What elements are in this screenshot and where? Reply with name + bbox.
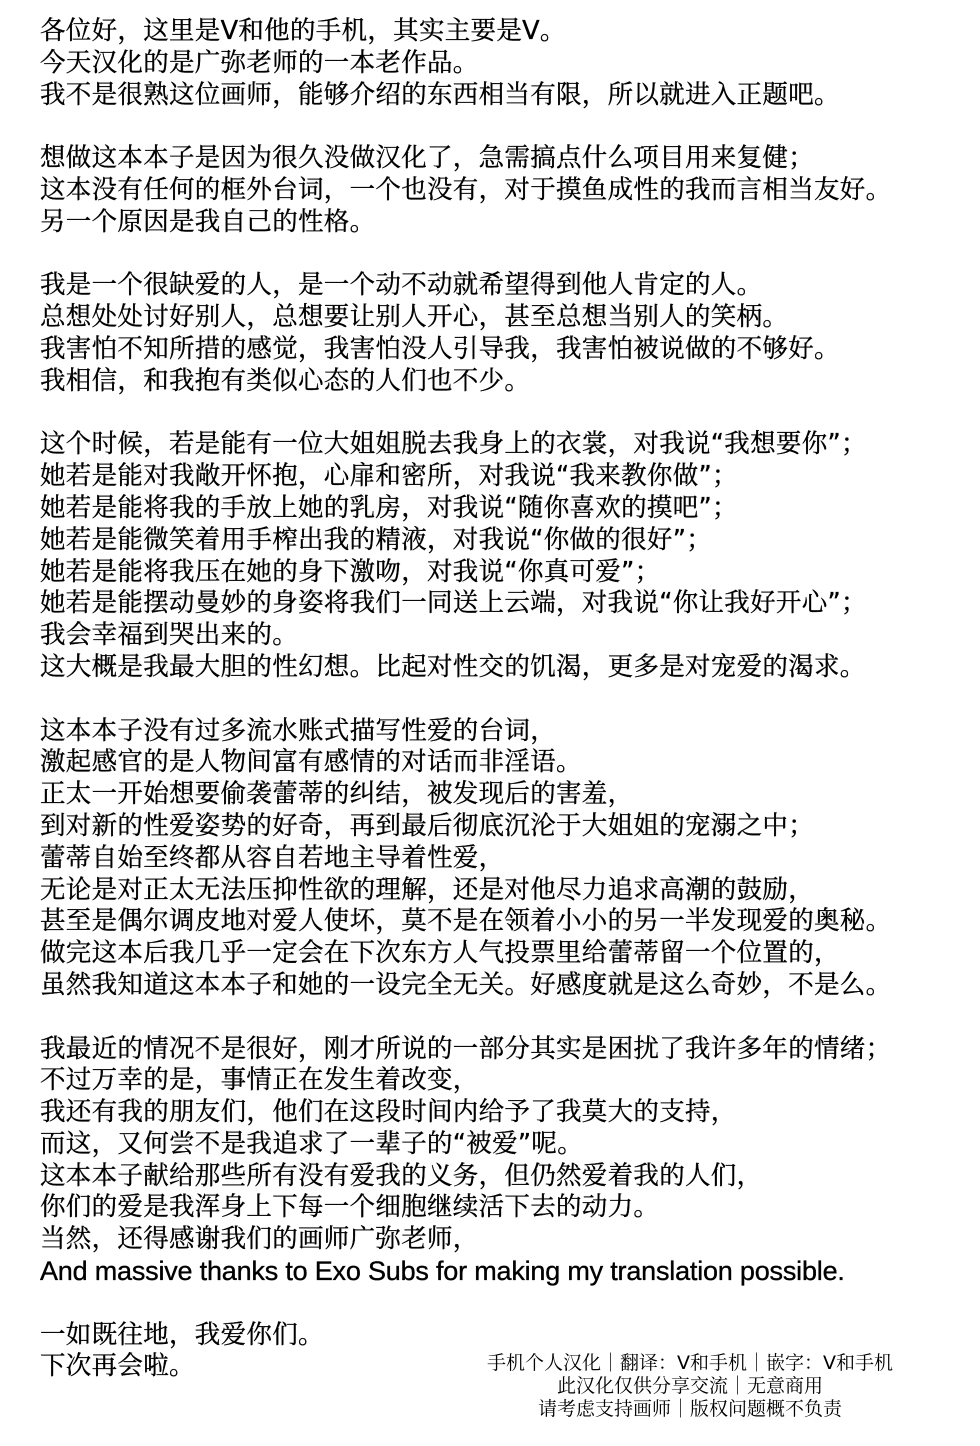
text-line: 一如既往地，我爱你们。 [40,1319,324,1350]
text-line: 我会幸福到哭出来的。 [40,620,299,651]
text-line: 她若是能摆动曼妙的身姿将我们一同送上云端，对我说“你让我好开心”； [40,588,867,619]
text-line: 我还有我的朋友们，他们在这段时间内给予了我莫大的支持， [40,1097,737,1128]
text-line: 你们的爱是我浑身上下每一个细胞继续活下去的动力。 [40,1192,660,1223]
afterword-text [40,16,975,1383]
credits-noncommercial-line: 此汉化仅供分享交流｜无意商用 [556,1375,823,1397]
translation-credits [445,1352,935,1421]
english-thanks-line: And massive thanks to Exo Subs for making my translation possible. [40,1256,845,1287]
paragraph-fantasy [40,429,975,683]
text-line: 而这，又何尝不是我追求了一辈子的“被爱”呢。 [40,1128,584,1159]
text-line: 激起感官的是人物间富有感情的对话而非淫语。 [40,747,582,778]
text-line: 今天汉化的是广弥老师的一本老作品。 [40,47,479,78]
text-line: 到对新的性爱姿势的好奇，再到最后彻底沉沦于大姐姐的宠溺之中； [40,810,815,841]
text-line: 我最近的情况不是很好，刚才所说的一部分其实是困扰了我许多年的情绪； [40,1033,892,1064]
text-line: 不过万幸的是，事情正在发生着改变， [40,1065,479,1096]
text-line: 这大概是我最大胆的性幻想。比起对性交的饥渴，更多是对宠爱的渴求。 [40,651,866,682]
paragraph-greeting [40,16,975,111]
text-line: 做完这本后我几乎一定会在下次东方人气投票里给蕾蒂留一个位置的， [40,938,840,969]
text-line: 蕾蒂自始至终都从容自若地主导着性爱， [40,842,505,873]
text-line: 无论是对正太无法压抑性欲的理解，还是对他尽力追求高潮的鼓励， [40,874,815,905]
text-line: 另一个原因是我自己的性格。 [40,206,376,237]
text-line: 她若是能将我的手放上她的乳房，对我说“随你喜欢的摸吧”； [40,492,738,523]
text-line: 正太一开始想要偷袭蕾蒂的纠结，被发现后的害羞， [40,779,634,810]
text-line: 我是一个很缺爱的人，是一个动不动就希望得到他人肯定的人。 [40,270,763,301]
paragraph-personality [40,270,975,397]
text-line: 这本本子献给那些所有没有爱我的义务，但仍然爱着我的人们， [40,1160,763,1191]
text-line: 总想处处讨好别人，总想要让别人开心，甚至总想当别人的笑柄。 [40,302,789,333]
text-line: 下次再会啦。 [40,1351,195,1382]
text-line: 想做这本本子是因为很久没做汉化了，急需搞点什么项目用来复健； [40,143,815,174]
text-line: 我害怕不知所措的感觉，我害怕没人引导我，我害怕被说做的不够好。 [40,333,840,364]
text-line: 甚至是偶尔调皮地对爱人使坏，莫不是在领着小小的另一半发现爱的奥秘。 [40,906,892,937]
text-line: 各位好，这里是V和他的手机，其实主要是V。 [40,16,566,46]
text-line: 她若是能微笑着用手榨出我的精液，对我说“你做的很好”； [40,524,713,555]
text-line: 当然，还得感谢我们的画师广弥老师， [40,1224,479,1255]
credits-staff-line: 手机个人汉化｜翻译：V和手机｜嵌字：V和手机 [487,1352,893,1374]
text-line: 她若是能对我敞开怀抱，心扉和密所，对我说“我来教你做”； [40,461,738,492]
text-line: 我相信，和我抱有类似心态的人们也不少。 [40,365,531,396]
text-line: 这个时候，若是能有一位大姐姐脱去我身上的衣裳，对我说“我想要你”； [40,429,867,460]
paragraph-book-review [40,716,975,1002]
text-line: 她若是能将我压在她的身下激吻，对我说“你真可爱”； [40,556,661,587]
text-line: 这本没有任何的框外台词，一个也没有，对于摸鱼成性的我而言相当友好。 [40,174,892,205]
text-line: 我不是很熟这位画师，能够介绍的东西相当有限，所以就进入正题吧。 [40,79,840,110]
text-line: 这本本子没有过多流水账式描写性爱的台词， [40,715,557,746]
text-line: 虽然我知道这本本子和她的一设完全无关。好感度就是这么奇妙，不是么。 [40,969,892,1000]
paragraph-thanks [40,1034,975,1288]
credits-disclaimer-line: 请考虑支持画师｜版权问题概不负责 [537,1398,842,1420]
paragraph-motivation [40,143,975,238]
